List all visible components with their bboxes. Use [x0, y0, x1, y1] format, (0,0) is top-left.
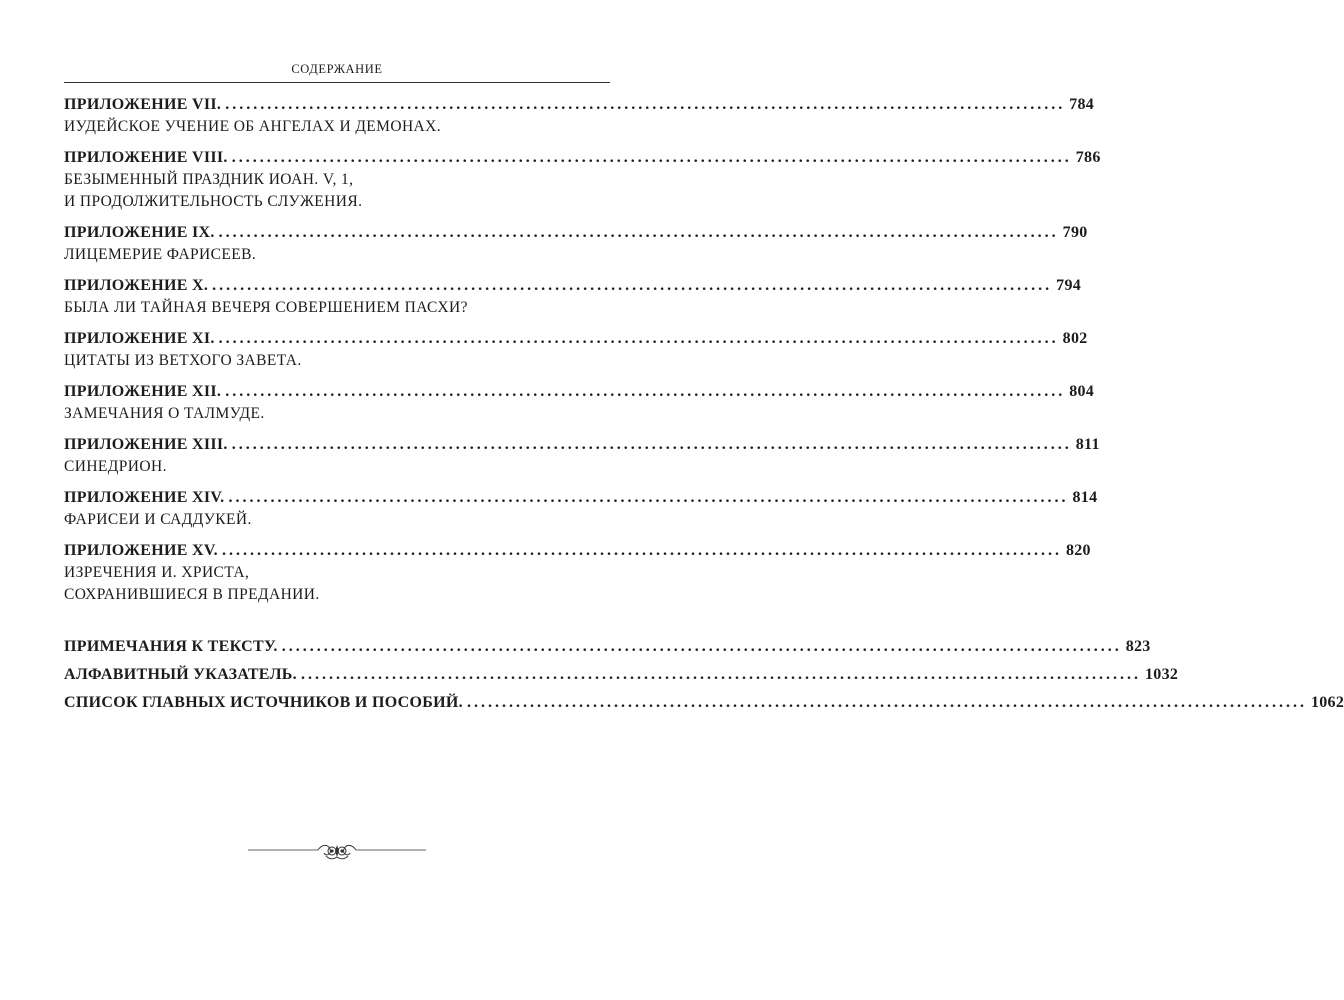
entry-subtitle: СИНЕДРИОН.: [64, 458, 167, 475]
toc-entry-heading[interactable]: [64, 381, 1095, 403]
dot-leader: ........................................................................................................................: [228, 489, 1069, 506]
entry-title: ПРИЛОЖЕНИЕ XIV.: [64, 489, 225, 506]
entry-title: ПРИЛОЖЕНИЕ XI.: [64, 330, 215, 347]
page-number: 1062: [1310, 694, 1344, 711]
entry-subtitle: БЕЗЫМЕННЫЙ ПРАЗДНИК ИОАН. V, 1,: [64, 171, 354, 188]
entry-subtitle: ЦИТАТЫ ИЗ ВЕТХОГО ЗАВЕТА.: [64, 352, 302, 369]
page-number: 794: [1056, 277, 1082, 294]
toc-entry-heading[interactable]: [64, 147, 1101, 169]
toc-entry-heading[interactable]: [64, 692, 1344, 714]
page-number: 790: [1062, 224, 1088, 241]
dot-leader: ........................................................................................................................: [231, 436, 1072, 453]
toc-entry-heading[interactable]: [64, 94, 1095, 116]
entry-title: СПИСОК ГЛАВНЫХ ИСТОЧНИКОВ И ПОСОБИЙ.: [64, 694, 463, 711]
toc-entry-heading[interactable]: [64, 222, 1088, 244]
toc-entry-heading[interactable]: [64, 540, 1091, 562]
page-number: 786: [1075, 149, 1101, 166]
entry-subtitle: ЗАМЕЧАНИЯ О ТАЛМУДЕ.: [64, 405, 265, 422]
appendix-list: [64, 94, 1101, 606]
entry-title: ПРИЛОЖЕНИЕ XV.: [64, 542, 218, 559]
entry-subtitle: ФАРИСЕИ И САДДУКЕЙ.: [64, 511, 252, 528]
appendix-entry: [64, 147, 1101, 213]
entry-subtitle: ЛИЦЕМЕРИЕ ФАРИСЕЕВ.: [64, 246, 257, 263]
entry-subtitle: БЫЛА ЛИ ТАЙНАЯ ВЕЧЕРЯ СОВЕРШЕНИЕМ ПАСХИ?: [64, 299, 468, 316]
dot-leader: ........................................................................................................................: [300, 666, 1141, 683]
entry-subtitle: СОХРАНИВШИЕСЯ В ПРЕДАНИИ.: [64, 586, 320, 603]
running-header: СОДЕРЖАНИЕ: [291, 62, 383, 76]
page-number: 784: [1069, 96, 1095, 113]
entry-title: АЛФАВИТНЫЙ УКАЗАТЕЛЬ.: [64, 666, 297, 683]
vignette-ornament-icon: [248, 840, 426, 864]
entry-subtitle: ИУДЕЙСКОЕ УЧЕНИЕ ОБ АНГЕЛАХ И ДЕМОНАХ.: [64, 118, 442, 135]
dot-leader: ........................................................................................................................: [281, 638, 1122, 655]
toc-entry-heading[interactable]: [64, 664, 1179, 686]
appendix-entry: [64, 381, 1095, 425]
appendix-entry: [64, 222, 1088, 266]
entry-title: ПРИЛОЖЕНИЕ VIII.: [64, 149, 228, 166]
entry-title: ПРИЛОЖЕНИЕ X.: [64, 277, 209, 294]
appendix-entry: [64, 487, 1098, 531]
entry-subtitle: И ПРОДОЛЖИТЕЛЬНОСТЬ СЛУЖЕНИЯ.: [64, 193, 363, 210]
dot-leader: ........................................................................................................................: [231, 149, 1072, 166]
entry-title: ПРИЛОЖЕНИЕ VII.: [64, 96, 222, 113]
dot-leader: ........................................................................................................................: [212, 277, 1053, 294]
appendix-entry: [64, 434, 1100, 478]
page-number: 823: [1125, 638, 1151, 655]
header-rule: [64, 82, 610, 83]
dot-leader: ........................................................................................................................: [225, 383, 1066, 400]
appendix-entry: [64, 540, 1091, 606]
appendix-entry: [64, 328, 1088, 372]
page-number: 811: [1075, 436, 1100, 453]
dot-leader: ........................................................................................................................: [221, 542, 1062, 559]
page-number: 814: [1072, 489, 1098, 506]
toc-entry-heading[interactable]: [64, 487, 1098, 509]
back-matter-entry: [64, 692, 1344, 714]
toc-entry-heading[interactable]: [64, 275, 1082, 297]
entry-title: ПРИЛОЖЕНИЕ XII.: [64, 383, 222, 400]
entry-title: ПРИЛОЖЕНИЕ XIII.: [64, 436, 228, 453]
entry-title: ПРИЛОЖЕНИЕ IX.: [64, 224, 215, 241]
page-number: 802: [1062, 330, 1088, 347]
back-matter-entry: [64, 664, 1179, 686]
table-of-contents: [64, 94, 1344, 720]
toc-entry-heading[interactable]: [64, 434, 1100, 456]
page-number: 804: [1069, 383, 1095, 400]
dot-leader: ........................................................................................................................: [225, 96, 1066, 113]
entry-subtitle: ИЗРЕЧЕНИЯ И. ХРИСТА,: [64, 564, 250, 581]
page-number: 1032: [1144, 666, 1179, 683]
entry-title: ПРИМЕЧАНИЯ К ТЕКСТУ.: [64, 638, 278, 655]
dot-leader: ........................................................................................................................: [466, 694, 1307, 711]
page-number: 820: [1065, 542, 1091, 559]
appendix-entry: [64, 275, 1082, 319]
dot-leader: ........................................................................................................................: [218, 224, 1059, 241]
back-matter-entry: [64, 636, 1151, 658]
toc-entry-heading[interactable]: [64, 328, 1088, 350]
appendix-entry: [64, 94, 1095, 138]
toc-entry-heading[interactable]: [64, 636, 1151, 658]
dot-leader: ........................................................................................................................: [218, 330, 1059, 347]
back-matter-list: [64, 636, 1344, 714]
